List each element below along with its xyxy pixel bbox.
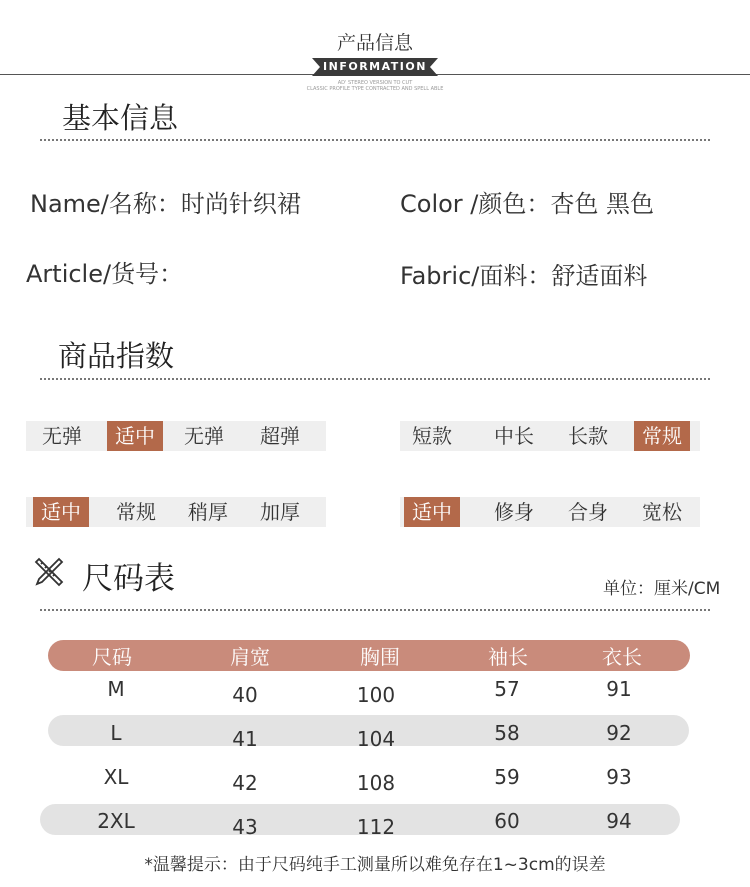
thickness-option: 稍厚 xyxy=(188,500,228,524)
cell-chest: 100 xyxy=(356,683,396,707)
fit-scale xyxy=(400,497,700,527)
measurement-note: *温馨提示：由于尺码纯手工测量所以难免存在1~3cm的误差 xyxy=(144,855,606,875)
section-header-title: 产品信息 xyxy=(336,32,413,54)
header-shoulder: 肩宽 xyxy=(230,645,270,669)
cell-chest: 108 xyxy=(356,771,396,795)
cell-size: L xyxy=(110,721,122,745)
length-option: 短款 xyxy=(412,424,452,448)
length-scale xyxy=(400,421,700,451)
thickness-scale xyxy=(26,497,326,527)
header-length: 衣长 xyxy=(602,645,642,669)
unit-label: 单位：厘米/CM xyxy=(603,579,721,599)
cell-shoulder: 41 xyxy=(232,727,258,751)
header-chest: 胸围 xyxy=(360,645,400,669)
product-fabric: Fabric/面料：舒适面料 xyxy=(400,262,648,290)
fit-option-selected: 适中 xyxy=(404,497,460,527)
cell-size: XL xyxy=(103,765,129,789)
product-color: Color /颜色：杏色 黑色 xyxy=(400,190,655,218)
product-index-title: 商品指数 xyxy=(58,339,175,373)
cell-sleeve: 59 xyxy=(494,765,520,789)
length-option: 中长 xyxy=(494,424,534,448)
elasticity-scale xyxy=(26,421,326,451)
header-sleeve: 袖长 xyxy=(488,645,528,669)
thickness-option: 加厚 xyxy=(260,500,300,524)
fit-option: 合身 xyxy=(568,500,608,524)
information-banner-text: INFORMATION xyxy=(323,60,427,73)
cell-size: M xyxy=(107,677,125,701)
basic-info-title: 基本信息 xyxy=(62,101,179,135)
cell-size: 2XL xyxy=(97,809,135,833)
thickness-option: 常规 xyxy=(116,500,156,524)
header-size: 尺码 xyxy=(92,645,132,669)
size-chart-title: 尺码表 xyxy=(82,561,175,597)
product-article: Article/货号： xyxy=(26,260,184,288)
elasticity-option: 无弹 xyxy=(184,424,224,448)
fit-option: 宽松 xyxy=(642,500,682,524)
elasticity-option-selected: 适中 xyxy=(107,421,163,451)
dotted-divider xyxy=(40,139,710,141)
cell-length: 91 xyxy=(606,677,632,701)
length-option-selected: 常规 xyxy=(634,421,690,451)
elasticity-option: 超弹 xyxy=(260,424,300,448)
dotted-divider xyxy=(40,609,710,611)
cell-length: 93 xyxy=(606,765,632,789)
length-option: 长款 xyxy=(568,424,608,448)
cell-length: 92 xyxy=(606,721,632,745)
cell-sleeve: 60 xyxy=(494,809,520,833)
cell-chest: 112 xyxy=(356,815,396,839)
cell-length: 94 xyxy=(606,809,632,833)
cell-shoulder: 43 xyxy=(232,815,258,839)
ruler-pencil-icon xyxy=(33,556,65,588)
cell-sleeve: 58 xyxy=(494,721,520,745)
dotted-divider xyxy=(40,378,710,380)
cell-sleeve: 57 xyxy=(494,677,520,701)
elasticity-option: 无弹 xyxy=(42,424,82,448)
size-table-header xyxy=(48,640,690,671)
cell-chest: 104 xyxy=(356,727,396,751)
header-subtitle: AD' STEREO VERSION TO CUT CLASSIC PROFILE TYPE CONTRACTED AND SPELL ABLE xyxy=(306,80,444,92)
product-name: Name/名称：时尚针织裙 xyxy=(30,190,301,218)
fit-option: 修身 xyxy=(494,500,534,524)
thickness-option-selected: 适中 xyxy=(33,497,89,527)
cell-shoulder: 42 xyxy=(232,771,258,795)
cell-shoulder: 40 xyxy=(232,683,258,707)
